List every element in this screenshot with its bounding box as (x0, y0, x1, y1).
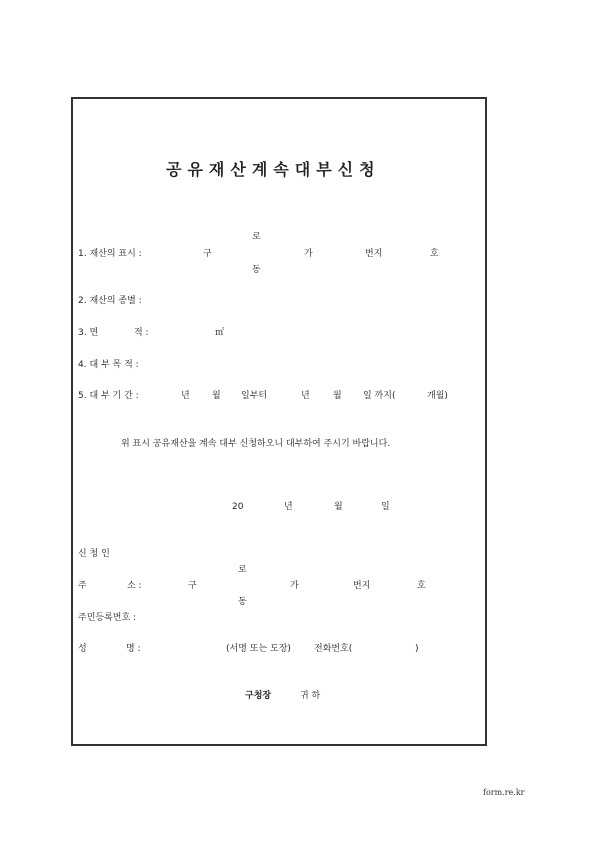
source-footer: form.re.kr (483, 788, 525, 797)
address-beonji: 번지 (353, 581, 371, 591)
property-ga: 가 (304, 249, 313, 259)
address-label-2: 소 : (127, 581, 142, 591)
area-label-2: 적 : (134, 328, 149, 338)
seal-note: (서명 또는 도장) (226, 644, 291, 654)
phone-close: ) (415, 644, 419, 654)
period-until: 일 까지( (363, 391, 396, 401)
name-label: 성 (78, 644, 87, 654)
address-ga: 가 (290, 581, 299, 591)
recipient-name: 구청장 (245, 691, 272, 701)
form-title: 공유재산계속대부신청 (166, 160, 381, 179)
recipient-suffix: 귀 하 (300, 691, 321, 701)
resident-number-label: 주민등록번호 : (78, 613, 137, 623)
address-dong: 동 (238, 597, 247, 607)
period-months: 개월) (427, 391, 448, 401)
applicant-heading: 신 청 인 (78, 549, 110, 559)
property-gu: 구 (203, 249, 212, 259)
area-label: 3. 면 (78, 328, 99, 338)
date-prefix: 20 (232, 502, 244, 512)
property-ho: 호 (430, 249, 439, 259)
property-ro: 로 (252, 232, 261, 242)
period-year-2: 년 (301, 391, 310, 401)
request-sentence: 위 표시 공유재산을 계속 대부 신청하오니 대부하여 주시기 바랍니다. (121, 439, 391, 449)
address-ho: 호 (417, 581, 426, 591)
address-gu: 구 (188, 581, 197, 591)
period-month: 월 (212, 391, 221, 401)
period-month-2: 월 (333, 391, 342, 401)
area-unit: ㎡ (215, 328, 225, 338)
phone-label: 전화번호( (314, 644, 353, 654)
address-ro: 로 (238, 565, 247, 575)
period-year: 년 (181, 391, 190, 401)
property-dong: 동 (252, 265, 261, 275)
period-from: 일부터 (241, 391, 268, 401)
purpose-label: 4. 대 부 목 적 : (78, 360, 139, 370)
period-label: 5. 대 부 기 간 : (78, 391, 139, 401)
date-year: 년 (284, 502, 293, 512)
date-month: 월 (334, 502, 343, 512)
property-beonji: 번지 (365, 249, 383, 259)
kind-label: 2. 재산의 종별 : (78, 296, 142, 306)
name-label-2: 명 : (126, 644, 141, 654)
property-label: 1. 재산의 표시 : (78, 249, 142, 259)
date-day: 일 (381, 502, 390, 512)
address-label: 주 (78, 581, 87, 591)
